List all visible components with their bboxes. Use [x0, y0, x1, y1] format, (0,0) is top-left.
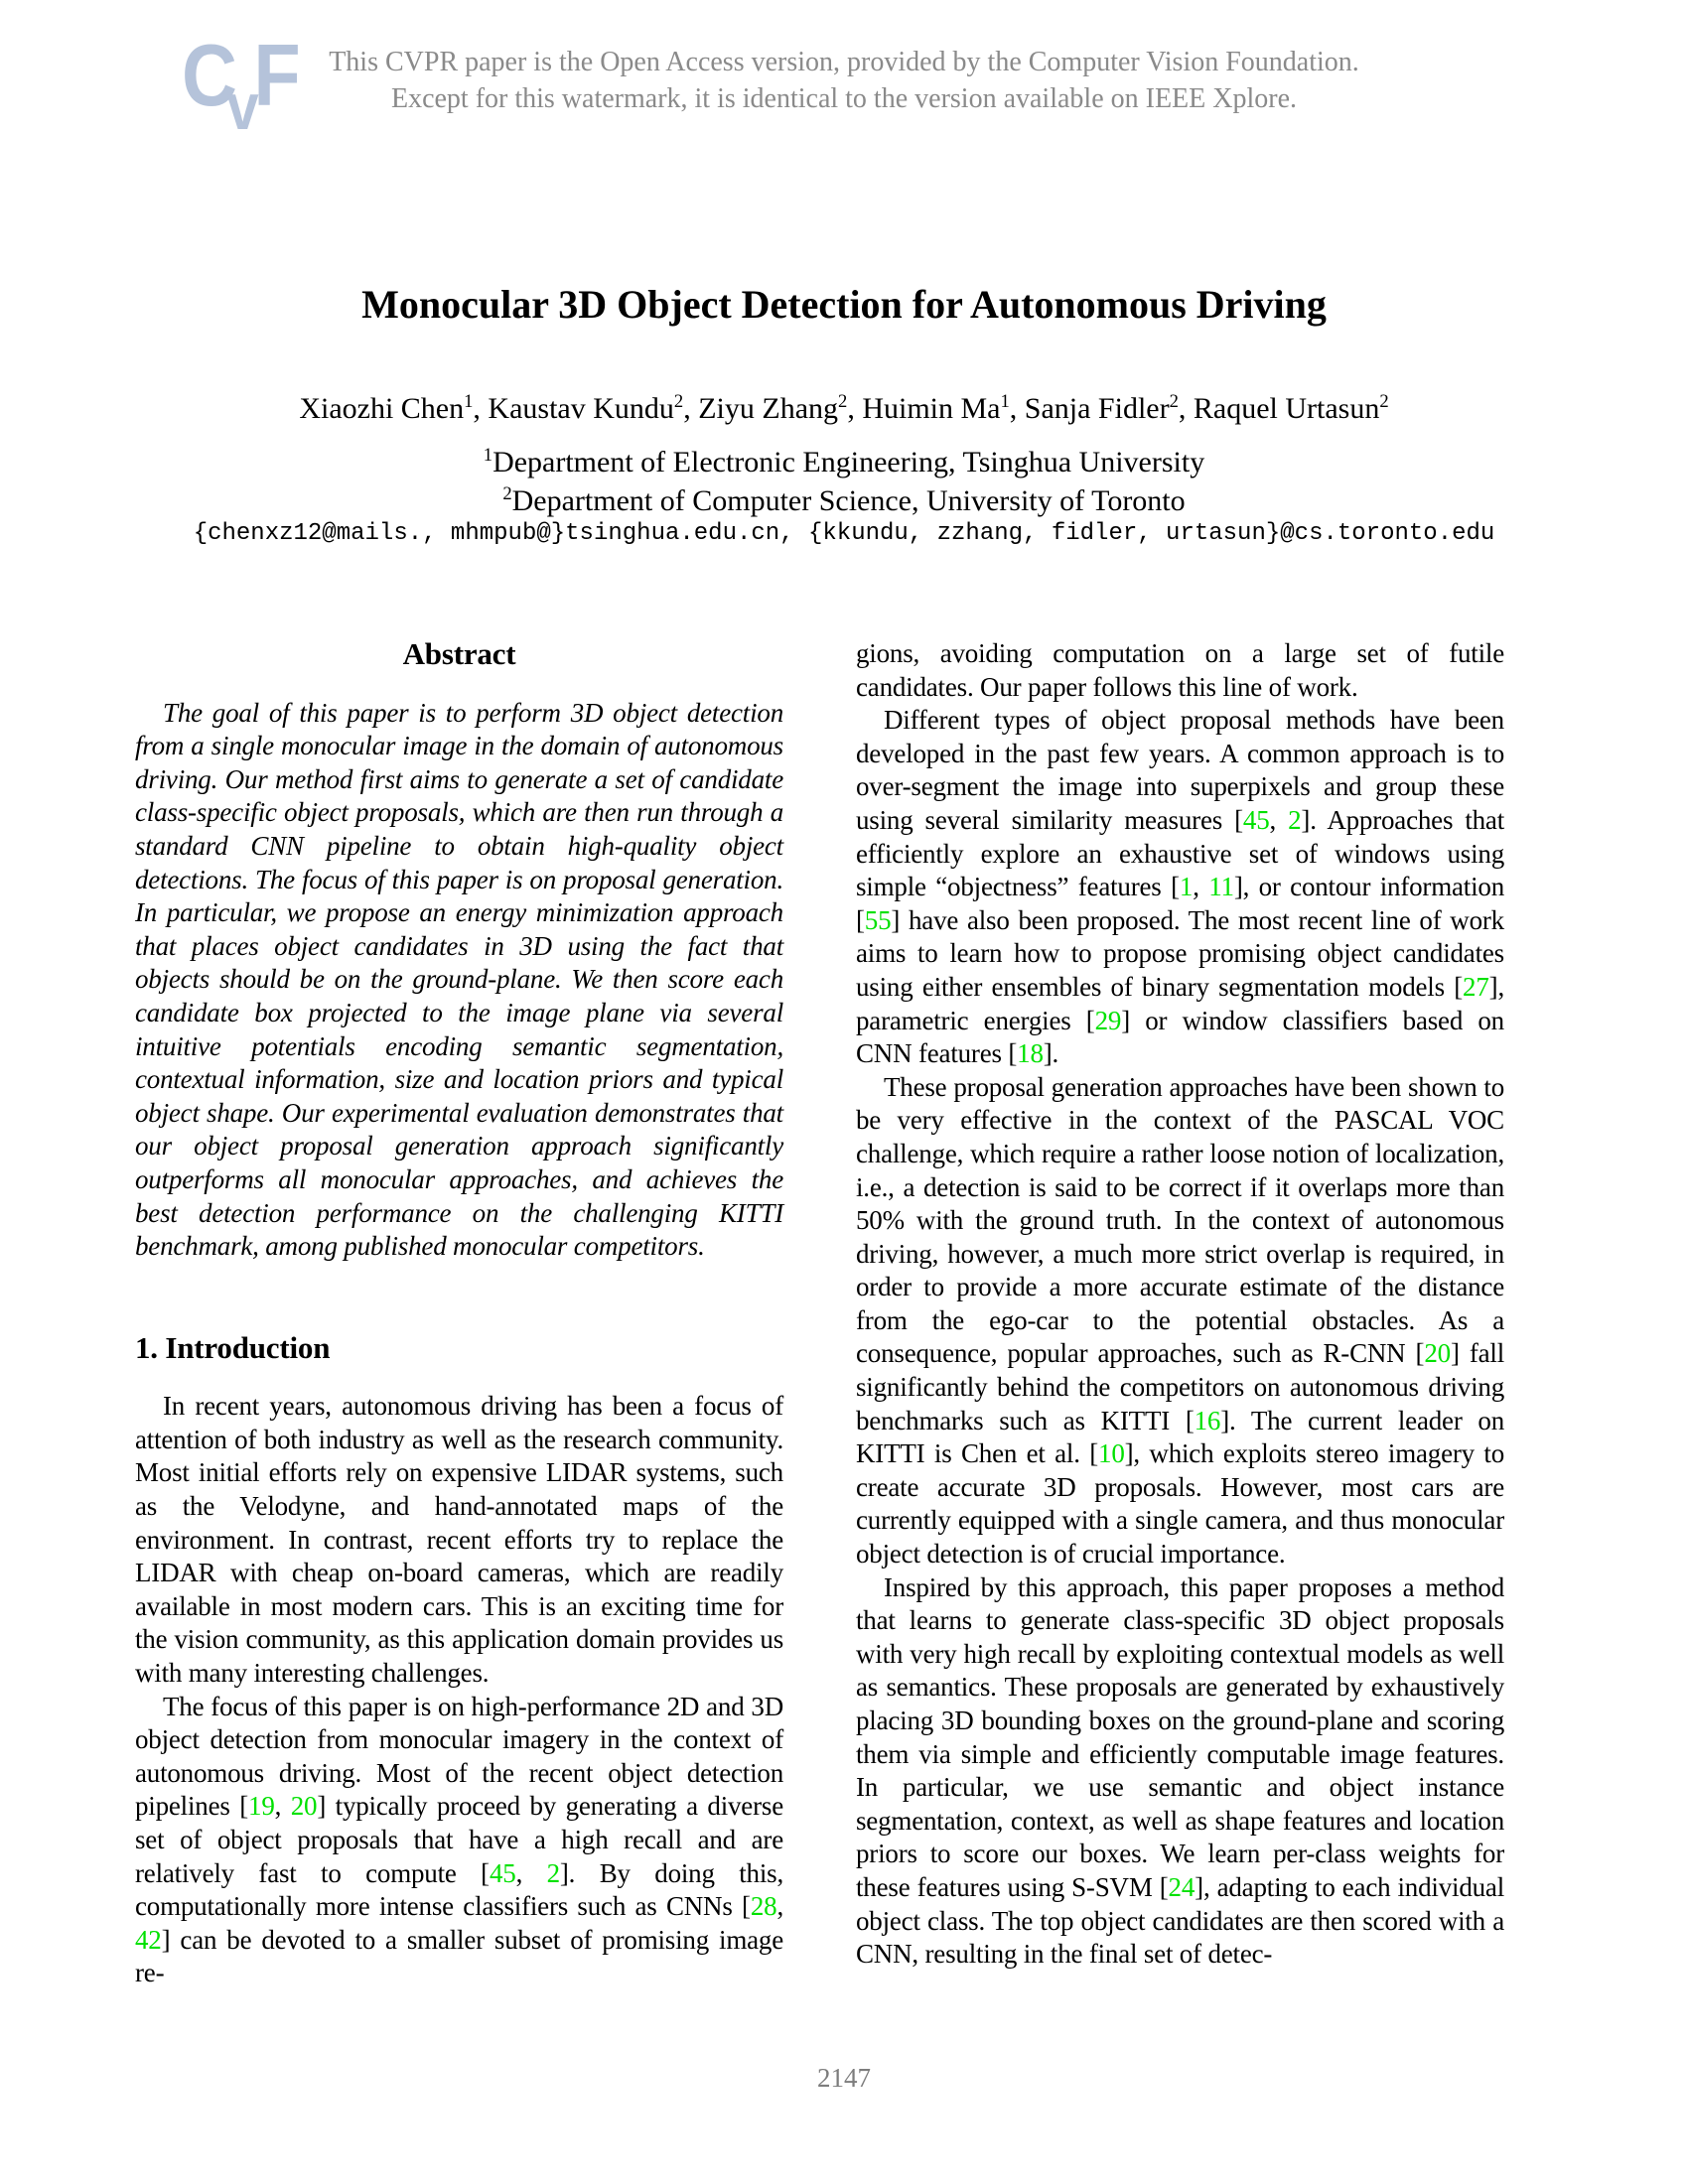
author-affiliation-sup: 1 — [1000, 391, 1010, 412]
citation-link[interactable]: 16 — [1194, 1405, 1221, 1435]
affiliation-line-2 — [0, 482, 1688, 521]
right-paragraph-4: Inspired by this approach, this paper proposes a method that learns to generate class-specific 3D object proposals with very high recall by exploiting contextual models as well as semantics. These proposals are generated by exhaustively placing 3D bounding boxes on the ground-plane and scoring them via simple and efficiently computable image features. In particular, we use semantic and object instance segmentation, context, as well as shape features and location priors to score our boxes. We learn per-class weights for these features using S-SVM [24], adapting to each individual object class. The top object candidates are then scored with a CNN, resulting in the final set of detec- — [856, 1571, 1504, 1970]
citation-link[interactable]: 27 — [1463, 971, 1489, 1002]
watermark-line1: This CVPR paper is the Open Access version, provided by the Computer Vision Foundation. — [329, 47, 1359, 77]
logo-letter-f: F — [253, 26, 301, 124]
introduction-heading: 1. Introduction — [135, 1329, 331, 1365]
affiliation-line-1 — [0, 444, 1688, 482]
abstract-body: The goal of this paper is to perform 3D object detection from a single monocular image in the domain of autonomous driving. Our method first aims to generate a set of candidate class-specific object proposals, which are then run through a standard CNN pipeline to obtain high-quality object detections. The focus of this paper is on proposal generation. In particular, we propose an energy minimization approach that places object candidates in 3D using the fact that objects should be on the ground-plane. We then score each candidate box projected to the image plane via several intuitive potentials encoding semantic segmentation, contextual information, size and location priors and typical object shape. Our experimental evaluation demonstrates that our object proposal generation approach significantly outperforms all monocular approaches, and achieves the best detection performance on the challenging KITTI benchmark, among published monocular competitors. — [135, 697, 783, 1262]
citation-link[interactable]: 20 — [1424, 1338, 1451, 1369]
author-affiliation-sup: 2 — [1169, 391, 1179, 412]
author-affiliation-sup: 2 — [673, 391, 684, 412]
citation-link[interactable]: 45 — [1242, 804, 1270, 835]
paper-title: Monocular 3D Object Detection for Autonomous Driving — [361, 282, 1327, 327]
citation-link[interactable]: 10 — [1098, 1438, 1125, 1469]
citation-link[interactable]: 2 — [1288, 804, 1302, 835]
page-number: 2147 — [817, 2063, 871, 2093]
citation-link[interactable]: 28 — [750, 1891, 777, 1922]
affiliations — [0, 444, 1688, 520]
citation-link[interactable]: 29 — [1094, 1005, 1122, 1035]
logo-letter-v: v — [226, 69, 259, 143]
watermark-line2: Except for this watermark, it is identical to the version available on IEEE Xplore. — [390, 83, 1298, 114]
intro-paragraph-1: In recent years, autonomous driving has been a focus of attention of both industry as well as the research community. Most initial efforts rely on expensive LIDAR systems, such as the Velodyne, and hand-annotated maps of the environment. In contrast, recent efforts try to replace the LIDAR with cheap on-board cameras, which are readily available in most modern cars. This is an exciting time for the vision community, as this application domain provides us with many interesting challenges. — [135, 1391, 783, 1689]
citation-link[interactable]: 55 — [864, 904, 892, 935]
citation-link[interactable]: 42 — [135, 1924, 162, 1955]
author-affiliation-sup: 1 — [464, 391, 474, 412]
citation-link[interactable]: 2 — [546, 1857, 560, 1888]
affiliation-text-1: Department of Electronic Engineering, Tsinghua University — [492, 446, 1205, 478]
citation-link[interactable]: 24 — [1168, 1871, 1196, 1902]
affiliation-sup-2: 2 — [502, 482, 512, 504]
citation-link[interactable]: 19 — [248, 1791, 275, 1822]
affiliation-text-2: Department of Computer Science, University of Toronto — [511, 483, 1186, 517]
citation-link[interactable]: 20 — [290, 1791, 318, 1822]
citation-link[interactable]: 18 — [1017, 1038, 1044, 1069]
citation-link[interactable]: 1 — [1179, 872, 1194, 902]
right-paragraph-1: gions, avoiding computation on a large set of futile candidates. Our paper follows this line of work. — [856, 638, 1504, 702]
author-affiliation-sup: 2 — [838, 391, 848, 412]
author-affiliation-sup: 2 — [1379, 391, 1389, 412]
citation-link[interactable]: 11 — [1208, 872, 1234, 902]
citation-link[interactable]: 45 — [489, 1857, 516, 1888]
email-line: {chenxz12@mails., mhmpub@}tsinghua.edu.cn, {kkundu, zzhang, fidler, urtasun}@cs.toronto.edu — [193, 520, 1495, 547]
intro-paragraph-2: The focus of this paper is on high-performance 2D and 3D object detection from monocular imagery in the context of autonomous driving. Most of the recent object detection pipelines [19, 20] typically proceed by generating a diverse set of object proposals that have a high recall and are relatively fast to compute [45, 2]. By doing this, computationally more intense classifiers such as CNNs [28, 42] can be devoted to a smaller subset of promising image re- — [135, 1691, 783, 1988]
affiliation-sup-1: 1 — [483, 445, 493, 466]
right-paragraph-3: These proposal generation approaches have been shown to be very effective in the context of the PASCAL VOC challenge, which require a rather loose notion of localization, i.e., a detection is said to be correct if it overlaps more than 50% with the ground truth. In the context of autonomous driving, however, a much more strict overlap is required, in order to provide a more accurate estimate of the distance from the ego-car to the potential obstacles. As a consequence, popular approaches, such as R-CNN [20] fall significantly behind the competitors on autonomous driving benchmarks such as KITTI [16]. The current leader on KITTI is Chen et al. [10], which exploits stereo imagery to create accurate 3D proposals. However, most cars are currently equipped with a single camera, and thus monocular object detection is of crucial importance. — [856, 1071, 1505, 1570]
right-column — [856, 625, 1504, 1972]
right-paragraph-2: Different types of object proposal methods have been developed in the past few years. A common approach is to over-segment the image into superpixels and group these using several similarity measures [45, 2]. Approaches that efficiently explore an exhaustive set of windows using simple “objectness” features [1, 11], or contour information [55] have also been proposed. The most recent line of work aims to learn how to propose promising object candidates using either ensembles of binary segmentation models [27], parametric energies [29] or window classifiers based on CNN features [18]. — [856, 705, 1505, 1069]
authors-line: Xiaozhi Chen$^1$, Kaustav Kundu$^2$, Ziyu Zhang$^2$, Huimin Ma$^1$, Sanja Fidler$^2$, Raquel Urtasun$^2$ — [299, 391, 1389, 425]
abstract-heading: Abstract — [402, 636, 516, 671]
logo-letter-c: C — [182, 26, 237, 124]
left-column — [135, 625, 783, 1990]
watermark — [0, 44, 1688, 117]
